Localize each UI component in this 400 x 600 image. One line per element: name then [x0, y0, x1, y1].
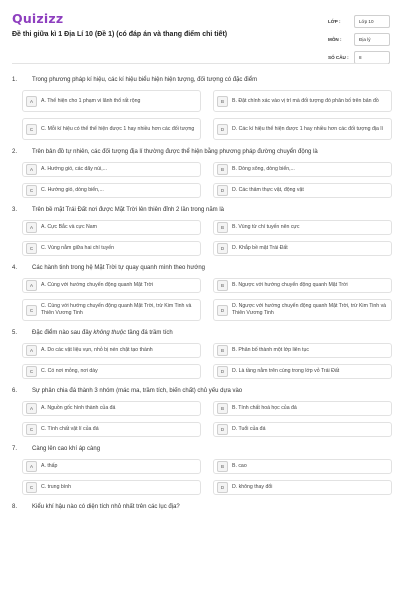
option-letter: A — [26, 222, 37, 233]
option-letter: B — [217, 96, 228, 107]
option-b[interactable] — [213, 220, 392, 235]
question-6 — [12, 387, 392, 437]
question-7 — [12, 445, 392, 495]
option-b[interactable] — [213, 278, 392, 293]
question-4 — [12, 264, 392, 321]
option-text: C. Hướng gió, dòng biển,... — [41, 187, 104, 194]
class-field[interactable]: Lớp 10 — [354, 15, 390, 28]
answer-options — [12, 162, 392, 198]
option-letter: B — [217, 222, 228, 233]
answer-options — [12, 220, 392, 256]
option-text: D. Các kí hiệu thể hiện được 1 hay nhiều hơn các đối tượng địa lí — [232, 125, 383, 132]
option-text: B. Vùng từ chí tuyến nên cực — [232, 224, 300, 231]
option-text: B. Phân bố thành một lớp liên tục — [232, 347, 309, 354]
option-text: B. Ngược với hướng chuyển động quanh Mặt Trời — [232, 282, 348, 289]
option-text: A. Cực Bắc và cực Nam — [41, 224, 97, 231]
question-count-label: SỐ CÂU : — [328, 54, 349, 60]
class-label: LỚP : — [328, 18, 341, 24]
option-text: C. Vùng nằm giữa hai chí tuyến — [41, 245, 114, 252]
option-a[interactable] — [22, 343, 201, 358]
question-2 — [12, 148, 392, 198]
quizizz-logo: Quizizz — [12, 11, 64, 26]
question-count-field[interactable]: 8 — [354, 51, 390, 64]
emphasis-text: không thuộc — [93, 330, 127, 336]
option-letter: C — [26, 124, 37, 135]
option-b[interactable] — [213, 162, 392, 177]
option-c[interactable] — [22, 299, 201, 321]
option-letter: B — [217, 164, 228, 175]
question-text: Trên bản đồ tự nhiên, các đối tượng địa lí thường được thể hiện bằng phương pháp đường chuyển động là — [32, 149, 318, 155]
question-text: Trên bề mặt Trái Đất nơi được Mặt Trời lên thiên đỉnh 2 lần trong năm là — [32, 207, 225, 213]
question-text: Càng lên cao khí áp càng — [32, 446, 101, 452]
option-letter: B — [217, 403, 228, 414]
option-d[interactable] — [213, 183, 392, 198]
option-text: D. Các thảm thực vật, động vật — [232, 187, 304, 194]
option-b[interactable] — [213, 343, 392, 358]
class-row — [328, 14, 390, 28]
option-letter: D — [217, 124, 228, 135]
option-a[interactable] — [22, 90, 201, 112]
option-letter: B — [217, 280, 228, 291]
option-text: C. Có nơi mỏng, nơi dày — [41, 368, 98, 375]
option-letter: A — [26, 345, 37, 356]
option-text: D. Tuổi của đá — [232, 426, 266, 433]
option-b[interactable] — [213, 401, 392, 416]
option-text: C. Mỗi kí hiệu có thể thể hiện được 1 hay nhiều hơn các đối tượng — [41, 125, 195, 132]
option-text: A. Thể hiện cho 1 phạm vi lãnh thổ rất rộng — [41, 97, 141, 104]
option-text: B. Dòng sông, dòng biển,... — [232, 166, 295, 173]
option-letter: C — [26, 243, 37, 254]
option-letter: C — [26, 185, 37, 196]
option-letter: C — [26, 482, 37, 493]
option-c[interactable] — [22, 480, 201, 495]
option-a[interactable] — [22, 162, 201, 177]
option-letter: C — [26, 305, 37, 316]
option-letter: D — [217, 305, 228, 316]
option-letter: A — [26, 96, 37, 107]
option-letter: A — [26, 403, 37, 414]
question-number: 5. — [12, 330, 18, 336]
question-text: Kiểu khí hậu nào có diện tích nhỏ nhất trên các lục địa? — [32, 504, 180, 510]
option-a[interactable] — [22, 459, 201, 474]
option-d[interactable] — [213, 118, 392, 140]
option-a[interactable] — [22, 401, 201, 416]
option-text: A. Do các vật liệu vụn, nhỏ bị nén chặt tạo thành — [41, 347, 153, 354]
option-text: A. Nguồn gốc hình thành của đá — [41, 405, 116, 412]
option-c[interactable] — [22, 118, 201, 140]
question-3 — [12, 206, 392, 256]
option-letter: D — [217, 482, 228, 493]
option-letter: D — [217, 366, 228, 377]
option-letter: A — [26, 280, 37, 291]
worksheet-meta — [328, 14, 390, 68]
option-text: B. cao — [232, 463, 247, 470]
option-text: A. Hướng gió, các dãy núi,... — [41, 166, 107, 173]
option-d[interactable] — [213, 241, 392, 256]
page-title: Đề thi giữa kì 1 Địa Lí 10 (Đề 1) (có đáp án và thang điểm chi tiết) — [12, 31, 228, 38]
option-c[interactable] — [22, 422, 201, 437]
option-b[interactable] — [213, 90, 392, 112]
answer-options — [12, 90, 392, 140]
option-letter: C — [26, 424, 37, 435]
option-letter: D — [217, 424, 228, 435]
option-text: C. trung bình — [41, 484, 71, 491]
question-number: 2. — [12, 149, 18, 155]
question-8 — [12, 503, 392, 511]
option-letter: A — [26, 164, 37, 175]
question-number: 1. — [12, 77, 18, 83]
option-a[interactable] — [22, 220, 201, 235]
option-text: D. Ngược với hướng chuyển động quanh Mặt Trời, trừ Kim Tinh và Thiên Vương Tinh — [232, 303, 387, 316]
header-divider — [12, 63, 388, 64]
option-text: C. Cùng với hướng chuyển động quanh Mặt Trời, trừ Kim Tinh và Thiên Vương Tinh — [41, 303, 192, 316]
option-b[interactable] — [213, 459, 392, 474]
question-count-row — [328, 50, 390, 64]
question-number: 3. — [12, 207, 18, 213]
option-text: B. Đặt chính xác vào vị trí mà đối tượng đó phân bố trên bản đồ — [232, 97, 379, 104]
option-d[interactable] — [213, 422, 392, 437]
option-letter: D — [217, 243, 228, 254]
option-c[interactable] — [22, 183, 201, 198]
question-text: Trong phương pháp kí hiệu, các kí hiệu biểu hiện hiện tượng, đối tượng có đặc điểm — [32, 77, 258, 83]
option-text: D. Khắp bề mặt Trái Đất — [232, 245, 288, 252]
option-letter: B — [217, 461, 228, 472]
question-5 — [12, 329, 392, 379]
question-number: 8. — [12, 504, 18, 510]
question-list — [12, 76, 392, 519]
option-text: D. không thay đổi — [232, 484, 273, 491]
option-d[interactable] — [213, 299, 392, 321]
question-1 — [12, 76, 392, 140]
question-text: Các hành tinh trong hệ Mặt Trời tự quay quanh mình theo hướng — [32, 265, 206, 271]
answer-options — [12, 343, 392, 379]
question-number: 6. — [12, 388, 18, 394]
option-text: A. thấp — [41, 463, 58, 470]
subject-field[interactable]: Địa lý — [354, 33, 390, 46]
option-text: C. Tính chất vật lí của đá — [41, 426, 99, 433]
option-d[interactable] — [213, 364, 392, 379]
option-text: A. Cùng với hướng chuyển động quanh Mặt Trời — [41, 282, 154, 289]
option-letter: A — [26, 461, 37, 472]
option-letter: C — [26, 366, 37, 377]
option-d[interactable] — [213, 480, 392, 495]
option-c[interactable] — [22, 364, 201, 379]
option-letter: B — [217, 345, 228, 356]
answer-options — [12, 459, 392, 495]
question-number: 7. — [12, 446, 18, 452]
option-letter: D — [217, 185, 228, 196]
option-text: D. Là tầng nằm trên cùng trong lớp vỏ Trái Đất — [232, 368, 340, 375]
option-text: B. Tính chất hoá học của đá — [232, 405, 297, 412]
answer-options — [12, 401, 392, 437]
answer-options — [12, 278, 392, 321]
subject-label: MÔN : — [328, 36, 342, 42]
question-text: Sự phân chia đá thành 3 nhóm (mác ma, trầm tích, biến chất) chủ yếu dựa vào — [32, 388, 243, 394]
question-text: Đặc điểm nào sau đây không thuộc tầng đá trầm tích — [32, 330, 173, 336]
option-c[interactable] — [22, 241, 201, 256]
subject-row — [328, 32, 390, 46]
option-a[interactable] — [22, 278, 201, 293]
question-number: 4. — [12, 265, 18, 271]
